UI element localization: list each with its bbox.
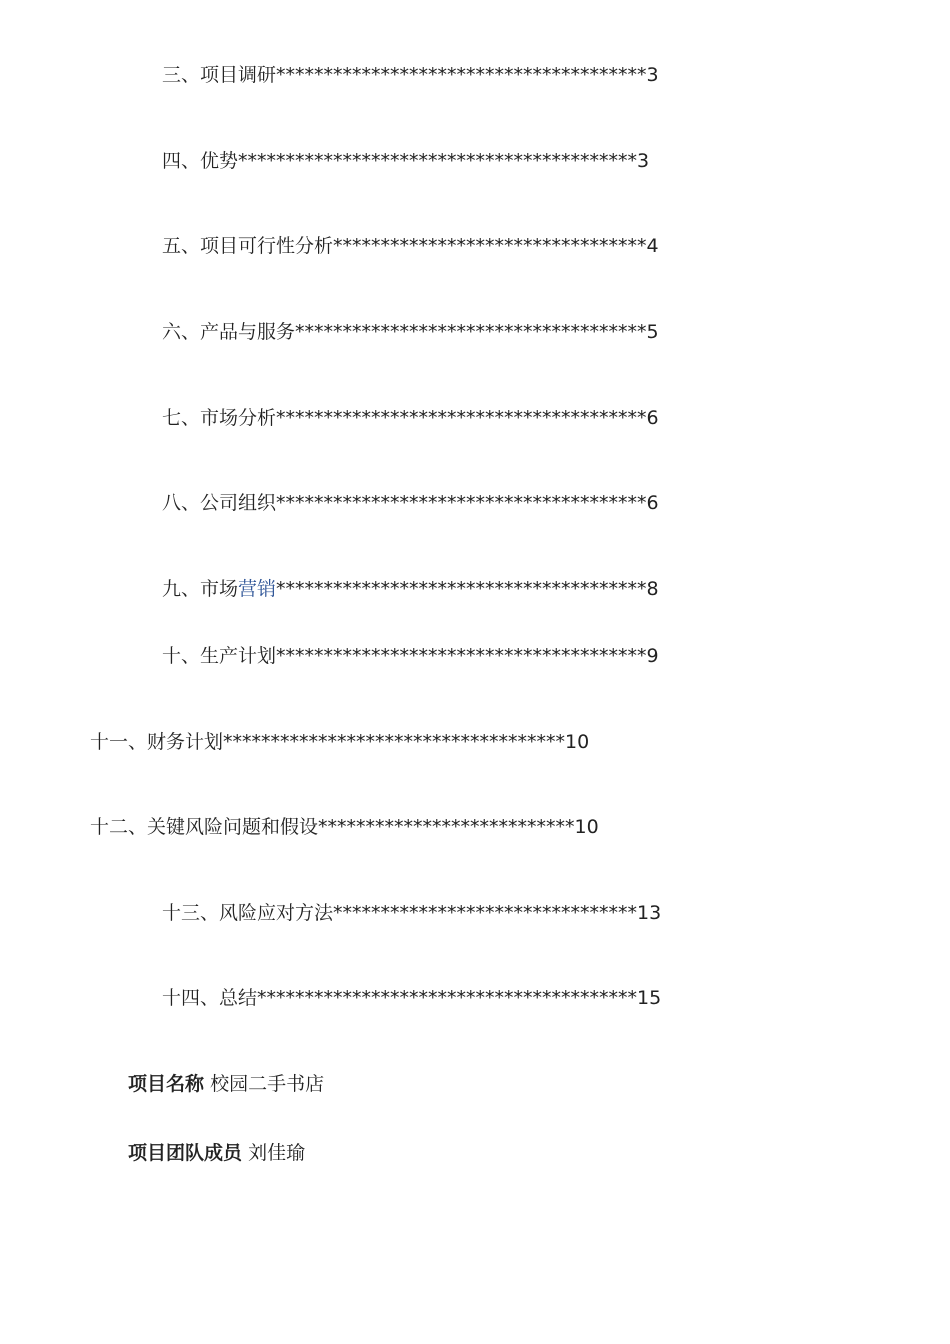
toc-entry-title-link[interactable]: 营销	[238, 578, 277, 600]
toc-entry-title: 六、产品与服务	[162, 321, 296, 343]
toc-entry-page: 6	[646, 407, 659, 429]
toc-entry[interactable]	[162, 901, 661, 925]
toc-entry[interactable]	[162, 406, 659, 430]
toc-entry[interactable]	[162, 320, 659, 344]
toc-entry-page: 6	[646, 492, 659, 514]
toc-entry-title: 七、市场分析	[162, 407, 277, 429]
toc-entry-leader: ***************************************	[276, 492, 647, 514]
toc-entry-leader: ***************************************	[276, 645, 647, 667]
toc-entry-title: 四、优势	[162, 150, 239, 172]
toc-entry[interactable]	[162, 577, 659, 601]
toc-entry[interactable]	[90, 730, 589, 754]
toc-entry-title: 八、公司组织	[162, 492, 277, 514]
toc-entry[interactable]	[162, 149, 649, 173]
toc-entry[interactable]	[162, 63, 659, 87]
project-team-value: 刘佳瑜	[248, 1142, 306, 1164]
project-team-label: 项目团队成员	[128, 1142, 243, 1164]
toc-entry-title: 十三、风险应对方法	[162, 902, 334, 924]
toc-entry-page: 9	[646, 645, 659, 667]
toc-entry-title: 九、市场	[162, 578, 239, 600]
toc-entry-page: 13	[637, 902, 662, 924]
project-team-line	[128, 1141, 305, 1165]
project-name-line	[128, 1072, 324, 1096]
toc-entry-title: 十四、总结	[162, 987, 258, 1009]
toc-entry-leader: ************************************	[223, 731, 566, 753]
toc-entry-leader: ***************************************	[276, 407, 647, 429]
toc-entry-page: 10	[574, 816, 599, 838]
toc-entry-leader: ********************************	[333, 902, 638, 924]
toc-entry-leader: *********************************	[333, 235, 647, 257]
toc-entry-title: 三、项目调研	[162, 64, 277, 86]
toc-entry-page: 15	[637, 987, 662, 1009]
toc-entry-page: 8	[646, 578, 659, 600]
toc-entry-title: 十二、关键风险问题和假设	[90, 816, 319, 838]
toc-entry-title: 十一、财务计划	[90, 731, 224, 753]
toc-entry-leader: ***************************************	[276, 578, 647, 600]
toc-entry[interactable]	[162, 644, 659, 668]
toc-entry[interactable]	[162, 234, 659, 258]
toc-entry[interactable]	[162, 986, 661, 1010]
project-name-label: 项目名称	[128, 1073, 205, 1095]
toc-entry-leader: ***************************************	[276, 64, 647, 86]
toc-entry-leader: *************************************	[295, 321, 647, 343]
toc-entry-page: 3	[646, 64, 659, 86]
toc-entry-page: 3	[637, 150, 650, 172]
toc-entry-page: 10	[565, 731, 590, 753]
toc-entry-title: 十、生产计划	[162, 645, 277, 667]
toc-entry-leader: ***************************	[318, 816, 575, 838]
toc-entry-page: 4	[646, 235, 659, 257]
project-name-value: 校园二手书店	[210, 1073, 325, 1095]
toc-entry[interactable]	[90, 815, 599, 839]
toc-entry-title: 五、项目可行性分析	[162, 235, 334, 257]
toc-entry[interactable]	[162, 491, 659, 515]
toc-entry-leader: ******************************************	[238, 150, 638, 172]
toc-entry-page: 5	[646, 321, 659, 343]
toc-entry-leader: ****************************************	[257, 987, 638, 1009]
